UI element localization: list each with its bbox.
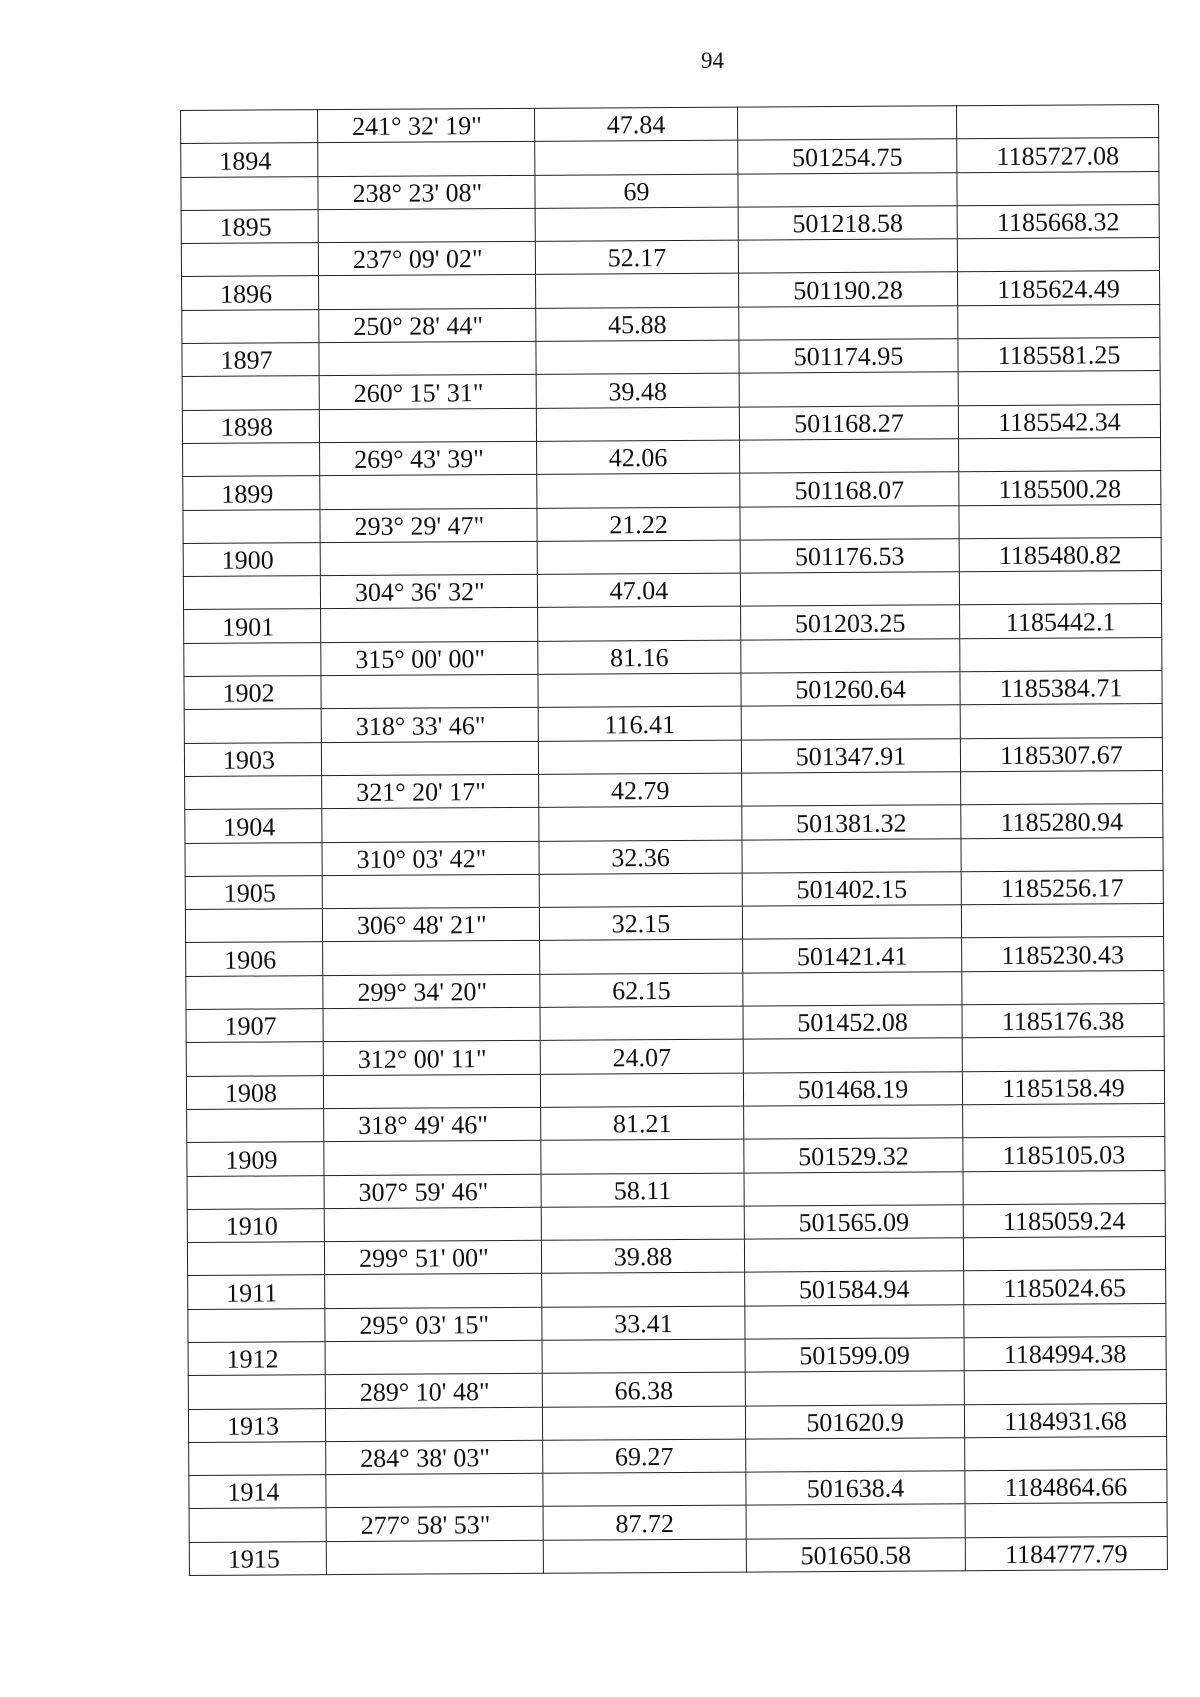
distance-cell: 42.79 <box>539 773 742 808</box>
station-cell <box>182 376 319 410</box>
bearing-cell <box>319 341 536 376</box>
survey-coordinates-table <box>180 104 1168 1576</box>
bearing-cell: 277° 58' 53" <box>326 1507 543 1542</box>
station-cell: 1894 <box>181 143 318 177</box>
distance-cell: 33.41 <box>542 1306 745 1341</box>
easting-cell <box>959 504 1161 539</box>
easting-cell: 1185668.32 <box>957 204 1159 239</box>
northing-cell <box>743 971 962 1006</box>
bearing-cell <box>324 1141 541 1176</box>
distance-cell <box>539 873 742 908</box>
bearing-cell <box>322 874 539 909</box>
bearing-cell: 289° 10' 48" <box>325 1374 542 1409</box>
bearing-cell: 237° 09' 02" <box>318 242 535 277</box>
distance-cell: 69 <box>535 174 738 209</box>
northing-cell <box>746 1504 965 1539</box>
easting-cell <box>958 371 1160 406</box>
northing-cell <box>742 772 961 807</box>
northing-cell <box>742 905 961 940</box>
bearing-cell <box>321 674 538 709</box>
northing-cell: 501452.08 <box>743 1005 962 1040</box>
bearing-cell: 310° 03' 42" <box>322 841 539 876</box>
bearing-cell: 307° 59' 46" <box>324 1174 541 1209</box>
distance-cell: 47.84 <box>534 107 737 142</box>
northing-cell <box>739 372 958 407</box>
distance-cell: 81.21 <box>541 1106 744 1141</box>
easting-cell <box>959 571 1161 606</box>
station-cell <box>187 1242 324 1276</box>
bearing-cell <box>321 608 538 643</box>
northing-cell <box>739 306 958 341</box>
northing-cell <box>740 572 959 607</box>
bearing-cell <box>321 741 538 776</box>
bearing-cell: 295° 03' 15" <box>325 1307 542 1342</box>
northing-cell <box>737 106 956 141</box>
easting-cell: 1184994.38 <box>964 1336 1166 1371</box>
distance-cell: 21.22 <box>537 507 740 542</box>
easting-cell: 1185105.03 <box>963 1137 1165 1172</box>
bearing-cell: 318° 33' 46" <box>321 708 538 743</box>
station-cell <box>183 443 320 477</box>
easting-cell: 1185307.67 <box>960 737 1162 772</box>
northing-cell <box>745 1371 964 1406</box>
easting-cell <box>957 171 1159 206</box>
easting-cell <box>959 437 1161 472</box>
northing-cell: 501381.32 <box>742 805 961 840</box>
station-cell <box>185 909 322 943</box>
distance-cell: 69.27 <box>543 1439 746 1474</box>
station-cell: 1906 <box>186 942 323 976</box>
distance-cell: 39.88 <box>541 1239 744 1274</box>
distance-cell: 47.04 <box>537 573 740 608</box>
bearing-cell: 238° 23' 08" <box>318 175 535 210</box>
easting-cell: 1185059.24 <box>963 1203 1165 1238</box>
easting-cell <box>962 970 1164 1005</box>
easting-cell <box>961 770 1163 805</box>
bearing-cell <box>320 475 537 510</box>
distance-cell <box>535 140 738 175</box>
northing-cell <box>743 1038 962 1073</box>
distance-cell <box>539 806 742 841</box>
easting-cell: 1185280.94 <box>961 804 1163 839</box>
northing-cell: 501584.94 <box>745 1271 964 1306</box>
distance-cell <box>541 1206 744 1241</box>
bearing-cell <box>324 1207 541 1242</box>
bearing-cell <box>318 142 535 177</box>
station-cell: 1910 <box>187 1208 324 1242</box>
easting-cell <box>965 1436 1167 1471</box>
easting-cell: 1185256.17 <box>961 870 1163 905</box>
easting-cell: 1185384.71 <box>960 671 1162 706</box>
table-row-station <box>189 1536 1167 1575</box>
northing-cell: 501529.32 <box>744 1138 963 1173</box>
distance-cell: 32.36 <box>539 840 742 875</box>
distance-cell <box>542 1339 745 1374</box>
easting-cell <box>963 1170 1165 1205</box>
bearing-cell <box>319 275 536 310</box>
northing-cell: 501599.09 <box>745 1338 964 1373</box>
distance-cell <box>543 1472 746 1507</box>
northing-cell: 501260.64 <box>741 672 960 707</box>
station-cell <box>186 1042 323 1076</box>
station-cell: 1907 <box>186 1009 323 1043</box>
station-cell: 1911 <box>188 1275 325 1309</box>
easting-cell: 1185624.49 <box>958 271 1160 306</box>
easting-cell: 1185542.34 <box>958 404 1160 439</box>
northing-cell: 501218.58 <box>738 206 957 241</box>
distance-cell: 66.38 <box>542 1372 745 1407</box>
page-number: 94 <box>701 48 724 73</box>
bearing-cell: 318° 49' 46" <box>324 1107 541 1142</box>
easting-cell: 1185024.65 <box>964 1270 1166 1305</box>
bearing-cell <box>320 541 537 576</box>
distance-cell <box>542 1406 745 1441</box>
station-cell <box>184 709 321 743</box>
station-cell <box>184 642 321 676</box>
station-cell: 1896 <box>182 276 319 310</box>
station-cell <box>181 110 318 144</box>
northing-cell <box>738 172 957 207</box>
northing-cell: 501421.41 <box>743 938 962 973</box>
station-cell: 1908 <box>186 1075 323 1109</box>
bearing-cell <box>323 1007 540 1042</box>
distance-cell <box>536 274 739 309</box>
station-cell: 1901 <box>184 609 321 643</box>
bearing-cell <box>325 1340 542 1375</box>
easting-cell <box>963 1237 1165 1272</box>
northing-cell <box>738 239 957 274</box>
northing-cell: 501620.9 <box>745 1404 964 1439</box>
distance-cell: 62.15 <box>540 973 743 1008</box>
northing-cell: 501638.4 <box>746 1471 965 1506</box>
easting-cell <box>957 238 1159 273</box>
easting-cell: 1184864.66 <box>965 1470 1167 1505</box>
northing-cell <box>741 705 960 740</box>
distance-cell <box>537 540 740 575</box>
distance-cell <box>536 407 739 442</box>
bearing-cell: 304° 36' 32" <box>320 574 537 609</box>
distance-cell <box>540 1006 743 1041</box>
bearing-cell: 306° 48' 21" <box>322 907 539 942</box>
station-cell <box>181 243 318 277</box>
bearing-cell: 260° 15' 31" <box>319 375 536 410</box>
distance-cell: 45.88 <box>536 307 739 342</box>
station-cell: 1913 <box>188 1408 325 1442</box>
station-cell <box>182 309 319 343</box>
easting-cell: 1185727.08 <box>957 138 1159 173</box>
northing-cell: 501168.07 <box>740 472 959 507</box>
easting-cell <box>965 1503 1167 1538</box>
distance-cell: 39.48 <box>536 373 739 408</box>
easting-cell: 1185442.1 <box>960 604 1162 639</box>
easting-cell <box>964 1370 1166 1405</box>
station-cell <box>187 1109 324 1143</box>
bearing-cell: 284° 38' 03" <box>326 1440 543 1475</box>
bearing-cell: 269° 43' 39" <box>320 441 537 476</box>
northing-cell: 501468.19 <box>743 1071 962 1106</box>
bearing-cell <box>325 1274 542 1309</box>
easting-cell <box>960 704 1162 739</box>
bearing-cell: 312° 00' 11" <box>323 1041 540 1076</box>
northing-cell: 501174.95 <box>739 339 958 374</box>
northing-cell <box>744 1105 963 1140</box>
distance-cell: 87.72 <box>543 1506 746 1541</box>
easting-cell: 1185500.28 <box>959 471 1161 506</box>
station-cell <box>183 576 320 610</box>
northing-cell: 501347.91 <box>741 738 960 773</box>
bearing-cell <box>326 1473 543 1508</box>
distance-cell <box>540 940 743 975</box>
easting-cell: 1185230.43 <box>962 937 1164 972</box>
station-cell: 1900 <box>183 543 320 577</box>
northing-cell <box>742 838 961 873</box>
station-cell <box>183 509 320 543</box>
bearing-cell: 250° 28' 44" <box>319 308 536 343</box>
easting-cell: 1185158.49 <box>962 1070 1164 1105</box>
station-cell <box>185 842 322 876</box>
distance-cell <box>538 607 741 642</box>
distance-cell <box>537 473 740 508</box>
bearing-cell <box>325 1407 542 1442</box>
northing-cell: 501650.58 <box>746 1537 965 1572</box>
northing-cell: 501254.75 <box>738 139 957 174</box>
station-cell: 1905 <box>185 875 322 909</box>
station-cell: 1895 <box>181 210 318 244</box>
northing-cell <box>740 439 959 474</box>
bearing-cell: 241° 32' 19" <box>318 108 535 143</box>
station-cell <box>188 1308 325 1342</box>
easting-cell <box>963 1103 1165 1138</box>
northing-cell <box>741 638 960 673</box>
northing-cell: 501168.27 <box>739 405 958 440</box>
station-cell: 1898 <box>182 409 319 443</box>
distance-cell <box>540 1073 743 1108</box>
station-cell: 1914 <box>189 1475 326 1509</box>
station-cell: 1909 <box>187 1142 324 1176</box>
northing-cell <box>744 1171 963 1206</box>
bearing-cell <box>318 208 535 243</box>
bearing-cell: 315° 00' 00" <box>321 641 538 676</box>
distance-cell: 24.07 <box>540 1039 743 1074</box>
distance-cell <box>538 673 741 708</box>
northing-cell: 501190.28 <box>739 272 958 307</box>
easting-cell <box>964 1303 1166 1338</box>
easting-cell: 1185581.25 <box>958 338 1160 373</box>
bearing-cell <box>323 941 540 976</box>
bearing-cell <box>322 808 539 843</box>
station-cell <box>186 975 323 1009</box>
distance-cell <box>543 1539 746 1574</box>
easting-cell: 1184931.68 <box>964 1403 1166 1438</box>
distance-cell: 58.11 <box>541 1173 744 1208</box>
easting-cell: 1185176.38 <box>962 1004 1164 1039</box>
survey-table-body <box>181 105 1168 1576</box>
northing-cell: 501203.25 <box>741 605 960 640</box>
distance-cell <box>541 1139 744 1174</box>
northing-cell <box>745 1304 964 1339</box>
easting-cell: 1185480.82 <box>959 537 1161 572</box>
station-cell: 1897 <box>182 343 319 377</box>
distance-cell <box>538 740 741 775</box>
station-cell <box>181 176 318 210</box>
northing-cell: 501565.09 <box>744 1205 963 1240</box>
distance-cell: 116.41 <box>538 706 741 741</box>
easting-cell <box>956 105 1158 140</box>
station-cell: 1903 <box>184 742 321 776</box>
station-cell: 1904 <box>185 809 322 843</box>
northing-cell <box>740 505 959 540</box>
distance-cell: 32.15 <box>539 906 742 941</box>
station-cell <box>188 1375 325 1409</box>
bearing-cell: 293° 29' 47" <box>320 508 537 543</box>
distance-cell: 42.06 <box>537 440 740 475</box>
distance-cell <box>535 207 738 242</box>
station-cell: 1912 <box>188 1342 325 1376</box>
easting-cell <box>960 637 1162 672</box>
bearing-cell: 299° 51' 00" <box>324 1240 541 1275</box>
bearing-cell <box>326 1540 543 1575</box>
distance-cell <box>542 1272 745 1307</box>
easting-cell <box>962 1037 1164 1072</box>
easting-cell <box>958 304 1160 339</box>
easting-cell <box>961 904 1163 939</box>
bearing-cell: 321° 20' 17" <box>322 774 539 809</box>
bearing-cell: 299° 34' 20" <box>323 974 540 1009</box>
northing-cell: 501402.15 <box>742 872 961 907</box>
station-cell: 1915 <box>189 1541 326 1575</box>
station-cell <box>189 1442 326 1476</box>
northing-cell: 501176.53 <box>740 539 959 574</box>
easting-cell: 1184777.79 <box>965 1536 1167 1571</box>
easting-cell <box>961 837 1163 872</box>
station-cell <box>185 776 322 810</box>
northing-cell <box>746 1438 965 1473</box>
distance-cell: 52.17 <box>535 240 738 275</box>
distance-cell: 81.16 <box>538 640 741 675</box>
bearing-cell <box>323 1074 540 1109</box>
station-cell: 1899 <box>183 476 320 510</box>
bearing-cell <box>319 408 536 443</box>
station-cell <box>189 1508 326 1542</box>
station-cell: 1902 <box>184 676 321 710</box>
northing-cell <box>744 1238 963 1273</box>
station-cell <box>187 1175 324 1209</box>
distance-cell <box>536 340 739 375</box>
